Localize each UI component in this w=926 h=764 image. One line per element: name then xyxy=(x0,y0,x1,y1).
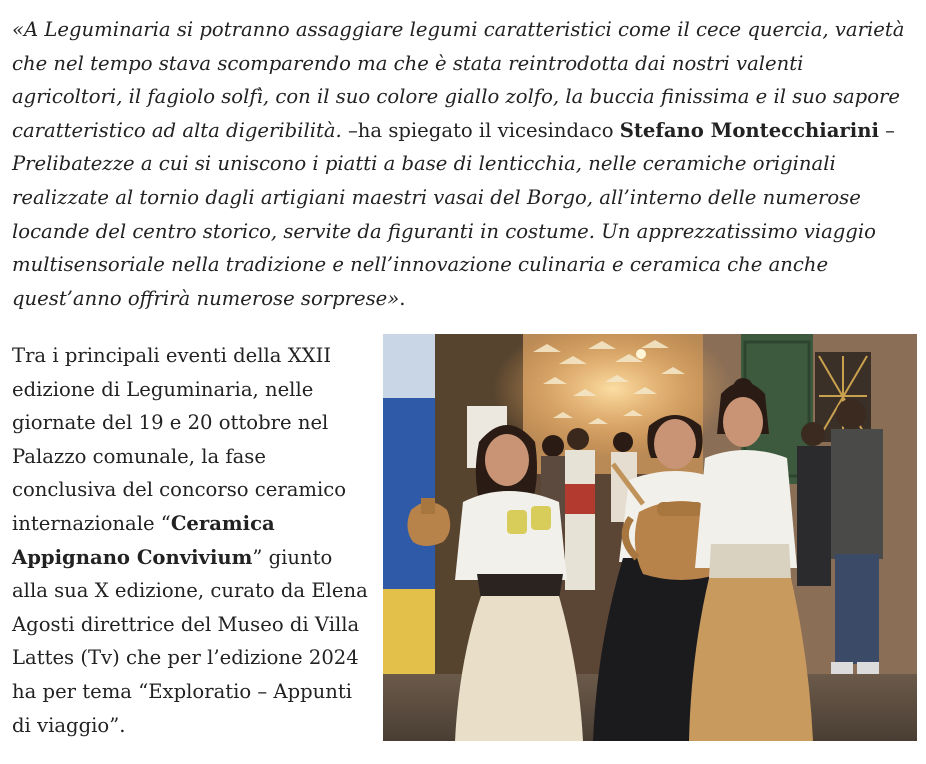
blue-panel xyxy=(383,394,435,594)
events-paragraph xyxy=(12,339,374,742)
quote-end-period: . xyxy=(399,286,406,310)
quote-attribution-text: –ha spiegato il vicesindaco xyxy=(341,118,620,142)
photo-illustration xyxy=(383,334,917,741)
contest-name: Ceramica Appignano Convivium xyxy=(12,511,275,569)
quote-dash: – xyxy=(878,118,895,142)
article-photo xyxy=(383,334,917,741)
events-text-start: Tra i principali eventi della XXII edizione di Leguminaria, nelle giornate del 19 e 20 ottobre nel Palazzo comunale, la fase conclusiva del concorso ceramico internazionale “ xyxy=(12,344,347,535)
quote-text-opening: «A Leguminaria si potranno assaggiare legumi caratteristici come il cece quercia, varietà che nel tempo stava scomparendo ma che è stata reintrodotta dai nostri valenti agricoltori, il fagiolo solfì, con il suo colore giallo zolfo, la buccia finissima e il suo sapore caratteristico ad alta digeribilità. xyxy=(12,18,905,142)
events-text-end: ” giunto alla sua X edizione, curato da Elena Agosti direttrice del Museo di Villa Lattes (Tv) che per l’edizione 2024 ha per tema “Exploratio – Appunti di viaggio”. xyxy=(12,545,368,737)
quote-paragraph xyxy=(12,13,918,315)
speaker-name: Stefano Montecchiarini xyxy=(619,118,879,142)
quote-text-continuation: Prelibatezze a cui si uniscono i piatti a base di lenticchia, nelle ceramiche originali realizzate al tornio dagli artigiani maestri vasai del Borgo, all’interno delle numerose locande del centro storico, servite da figuranti in costume. Un apprezzatissimo viaggio multisensoriale nella tradizione e nell’innovazione culinaria e ceramica che anche quest’anno offrirà numerose sorprese» xyxy=(12,152,876,310)
